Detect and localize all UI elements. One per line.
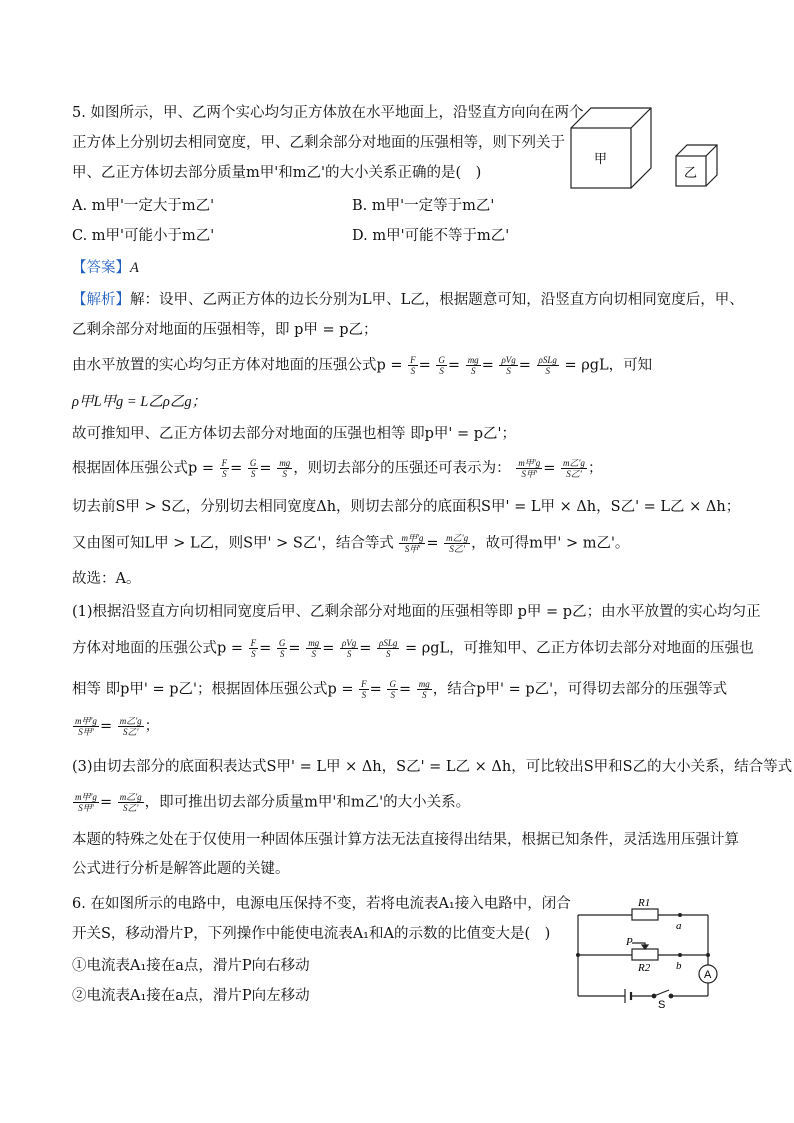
circuit-diagram [570,893,725,1008]
analysis-tag: 【解析】 [72,292,130,308]
cubes-figure [565,100,725,200]
analysis-line8: 又由图可知L甲 > L乙，则S甲' > S乙'，结合等式 $\frac{\text{m甲'g}}{\text{S甲'}}$ = $\frac{\text{m乙'g}}{\text{S乙'}}$ ，故可得m甲' > m乙'。 [72,533,630,554]
cube-jia-label: 甲 [594,152,608,167]
analysis-line3: 由水平放置的实心均匀正方体对地面的压强公式p = $\frac{F}{S}$ = $\frac{G}{S}$ = $\frac{mg}{S}$ = $\frac{\text{ρVg}}{S}$ = $\frac{\text{ρSLg}}{S}$ = ρgL，可知 [72,355,653,376]
analysis-line4: ρ甲L甲g = L乙ρ乙g； [72,394,207,410]
svg-text:P: P [626,936,633,948]
q5-stem-line3: 甲、乙正方体切去部分质量m甲'和m乙'的大小关系正确的是( ) [72,165,482,181]
q5-option-b: B. m甲'一定等于m乙' [352,198,495,214]
svg-text:a: a [676,920,682,932]
analysis-line17: 公式进行分析是解答此题的关键。 [72,861,290,877]
svg-text:b: b [676,960,682,972]
svg-text:A: A [704,969,712,981]
answer-tag: 【答案】 [72,260,130,276]
answer-line [72,258,139,278]
analysis-line6: 根据固体压强公式p = $\frac{F}{S}$ = $\frac{G}{S}$ = $\frac{mg}{S}$ ，则切去部分的压强还可表示为： $\frac{\text{m甲'g}}{\text{S甲'}}$ = $\frac{\text{m乙'g}}{\text{S乙'}}$ ； [72,458,603,479]
analysis-line16: 本题的特殊之处在于仅使用一种固体压强计算方法无法直接得出结果，根据已知条件，灵活选用压强计算 [72,832,739,848]
q6-option-1: ①电流表A₁接在a点，滑片P向右移动 [72,958,310,974]
analysis-line11: 方体对地面的压强公式p = $\frac{F}{S}$ = $\frac{G}{S}$ = $\frac{mg}{S}$ = $\frac{\text{ρVg}}{S}$ = $\frac{\text{ρSLg}}{S}$ = ρgL，可推知甲、乙正方体切去部分对地面的压强也 [72,638,754,659]
answer-value: A [130,260,139,276]
analysis-line5: 故可推知甲、乙正方体切去部分对地面的压强也相等 即p甲' = p乙'； [72,426,517,442]
analysis-line14: (3)由切去部分的底面积表达式S甲' = L甲 × Δh，S乙' = L乙 × Δh，可比较出S甲和S乙的大小关系，结合等式 [72,759,793,775]
q6-stem-line1: 6. 在如图所示的电路中，电源电压保持不变，若将电流表A₁接入电路中，闭合 [72,896,571,912]
analysis-line12: 相等 即p甲' = p乙'；根据固体压强公式p = $\frac{F}{S}$ = $\frac{G}{S}$ = $\frac{mg}{S}$ ，结合p甲' = p乙'，可得切去部分的压强等式 [72,679,728,700]
svg-text:R2: R2 [638,962,651,974]
svg-text:R1: R1 [638,897,651,909]
q5-option-a: A. m甲'一定大于m乙' [72,198,215,214]
analysis-line15: $\frac{\text{m甲'g}}{\text{S甲'}}$ = $\frac{\text{m乙'g}}{\text{S乙'}}$ ，即可推出切去部分质量m甲'和m乙'的大小关系。 [75,792,471,813]
q6-stem-line2: 开关S，移动滑片P，下列操作中能使电流表A₁和A的示数的比值变大是( ) [72,926,551,942]
q5-stem-line2: 正方体上分别切去相同宽度，甲、乙剩余部分对地面的压强相等，则下列关于 [72,135,565,151]
analysis-line9: 故选：A。 [72,571,141,587]
q6-option-2: ②电流表A₁接在a点，滑片P向左移动 [72,988,310,1004]
cube-yi-label: 乙 [684,166,698,181]
analysis-line2: 乙剩余部分对地面的压强相等，即 p甲 = p乙； [72,322,378,338]
q5-option-d: D. m甲'可能不等于m乙' [352,228,510,244]
analysis-line13: $\frac{\text{m甲'g}}{\text{S甲'}}$ = $\frac{\text{m乙'g}}{\text{S乙'}}$ ； [75,716,160,737]
analysis-line10: (1)根据沿竖直方向切相同宽度后甲、乙剩余部分对地面的压强相等即 p甲 = p乙；由水平放置的实心均匀正 [72,604,761,620]
q5-stem-line1: 5. 如图所示，甲、乙两个实心均匀正方体放在水平地面上，沿竖直方向向在两个 [72,105,584,121]
q5-option-c: C. m甲'可能小于m乙' [72,228,215,244]
analysis-text: 解：设甲、乙两正方体的边长分别为L甲、L乙，根据题意可知，沿竖直方向切相同宽度后，甲、 [130,292,744,308]
analysis-line1 [72,290,744,310]
analysis-line7: 切去前S甲 > S乙，分别切去相同宽度Δh，则切去部分的底面积S甲' = L甲 × Δh，S乙' = L乙 × Δh； [72,499,741,515]
svg-text:S: S [658,999,666,1008]
